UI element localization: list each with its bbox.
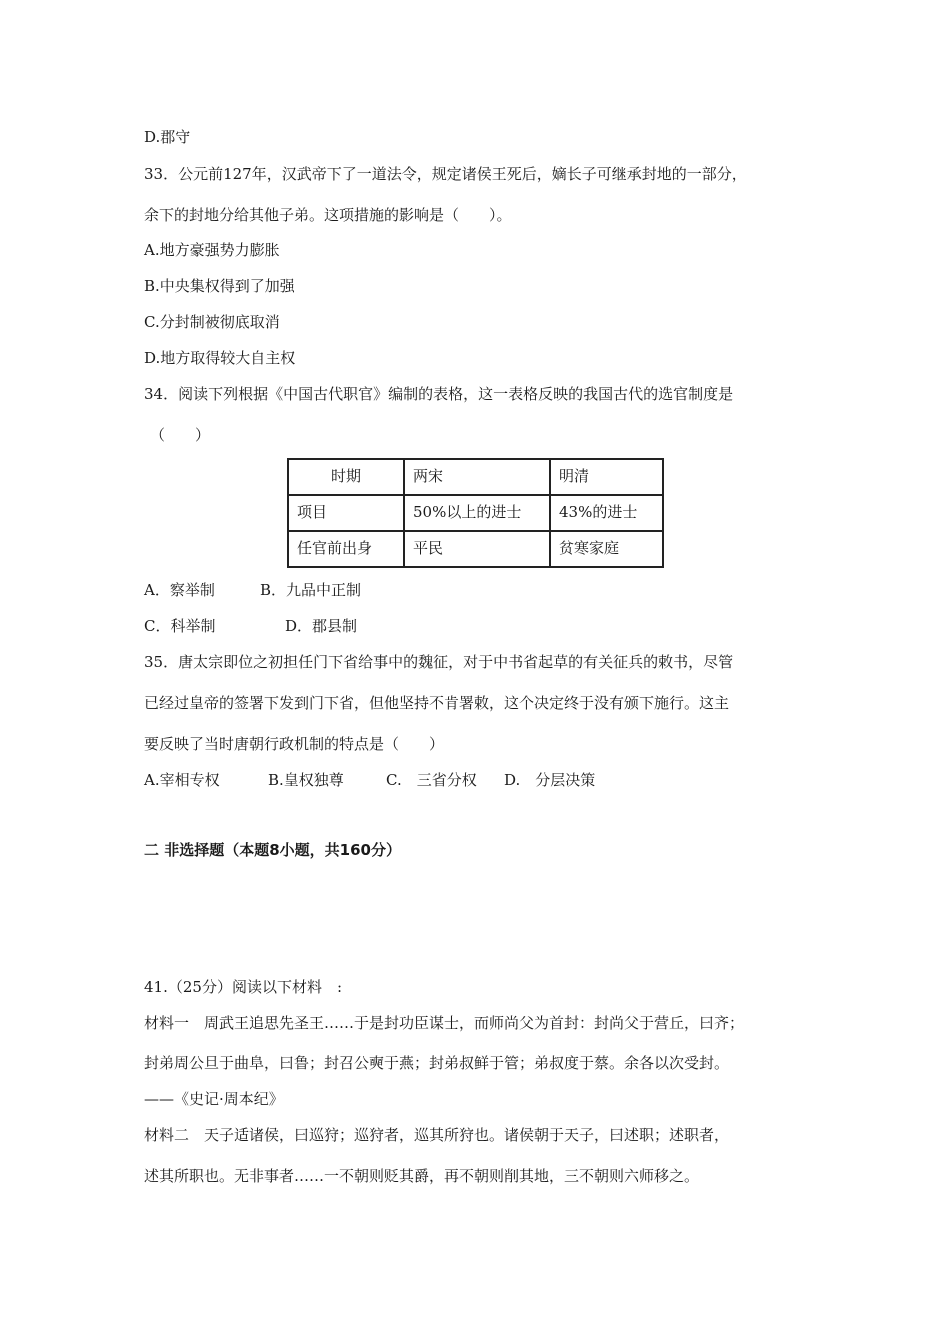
q34-option-b: B．九品中正制 — [260, 581, 362, 599]
material2-line1: 材料二 天子适诸侯，曰巡狩；巡狩者，巡其所狩也。诸侯朝于天子，曰述职；述职者， — [144, 1126, 730, 1144]
q33-option-b: B.中央集权得到了加强 — [144, 277, 295, 295]
material1-source: ——《史记·周本纪》 — [144, 1090, 284, 1108]
table-row — [288, 495, 663, 531]
q33-stem-line2: 余下的封地分给其他子弟。这项措施的影响是（ ）。 — [144, 206, 512, 224]
table-row — [288, 531, 663, 567]
table-cell: 平民 — [404, 531, 550, 567]
q34-stem-line1: 34．阅读下列根据《中国古代职官》编制的表格，这一表格反映的我国古代的选官制度是 — [144, 385, 734, 403]
q35-stem-line1: 35．唐太宗即位之初担任门下省给事中的魏征，对于中书省起草的有关征兵的敕书，尽管 — [144, 653, 734, 671]
table-cell: 50%以上的进士 — [404, 495, 550, 531]
material1-line1: 材料一 周武王追思先圣王……于是封功臣谋士，而师尚父为首封：封尚父于营丘，曰齐； — [144, 1014, 745, 1032]
q35-option-d: D. 分层决策 — [504, 771, 596, 789]
q34-stem-line2: （ ） — [150, 426, 211, 444]
table-cell: 时期 — [288, 459, 404, 495]
table-cell: 43%的进士 — [550, 495, 663, 531]
material2-line2: 述其所职也。无非事者……一不朝则贬其爵，再不朝则削其地，三不朝则六师移之。 — [144, 1167, 700, 1185]
official-selection-table — [287, 458, 664, 568]
table-cell: 贫寒家庭 — [550, 531, 663, 567]
section-heading: 二 非选择题（本题8小题，共160分） — [144, 841, 401, 859]
q41-heading: 41.（25分）阅读以下材料 : — [144, 978, 342, 996]
table-row — [288, 459, 663, 495]
q35-option-a: A.宰相专权 — [144, 771, 220, 789]
table-cell: 两宋 — [404, 459, 550, 495]
table-cell: 明清 — [550, 459, 663, 495]
q34-option-d: D．郡县制 — [285, 617, 358, 635]
q33-option-a: A.地方豪强势力膨胀 — [144, 241, 280, 259]
q33-option-d: D.地方取得较大自主权 — [144, 349, 296, 367]
q34-option-c: C．科举制 — [144, 617, 216, 635]
q35-stem-line3: 要反映了当时唐朝行政机制的特点是（ ） — [144, 735, 445, 753]
material1-line2: 封弟周公旦于曲阜，曰鲁；封召公奭于燕；封弟叔鲜于管；弟叔度于蔡。余各以次受封。 — [144, 1054, 730, 1072]
table-cell: 任官前出身 — [288, 531, 404, 567]
table-cell: 项目 — [288, 495, 404, 531]
q34-option-a: A．察举制 — [144, 581, 215, 599]
q35-option-b: B.皇权独尊 — [268, 771, 344, 789]
q35-option-c: C. 三省分权 — [386, 771, 477, 789]
q32-option-d: D.郡守 — [144, 128, 191, 146]
q33-stem-line1: 33．公元前127年，汉武帝下了一道法令，规定诸侯王死后，嫡长子可继承封地的一部分， — [144, 165, 747, 183]
q33-option-c: C.分封制被彻底取消 — [144, 313, 280, 331]
q35-stem-line2: 已经过皇帝的签署下发到门下省，但他坚持不肯署敕，这个决定终于没有颁下施行。这主 — [144, 694, 730, 712]
